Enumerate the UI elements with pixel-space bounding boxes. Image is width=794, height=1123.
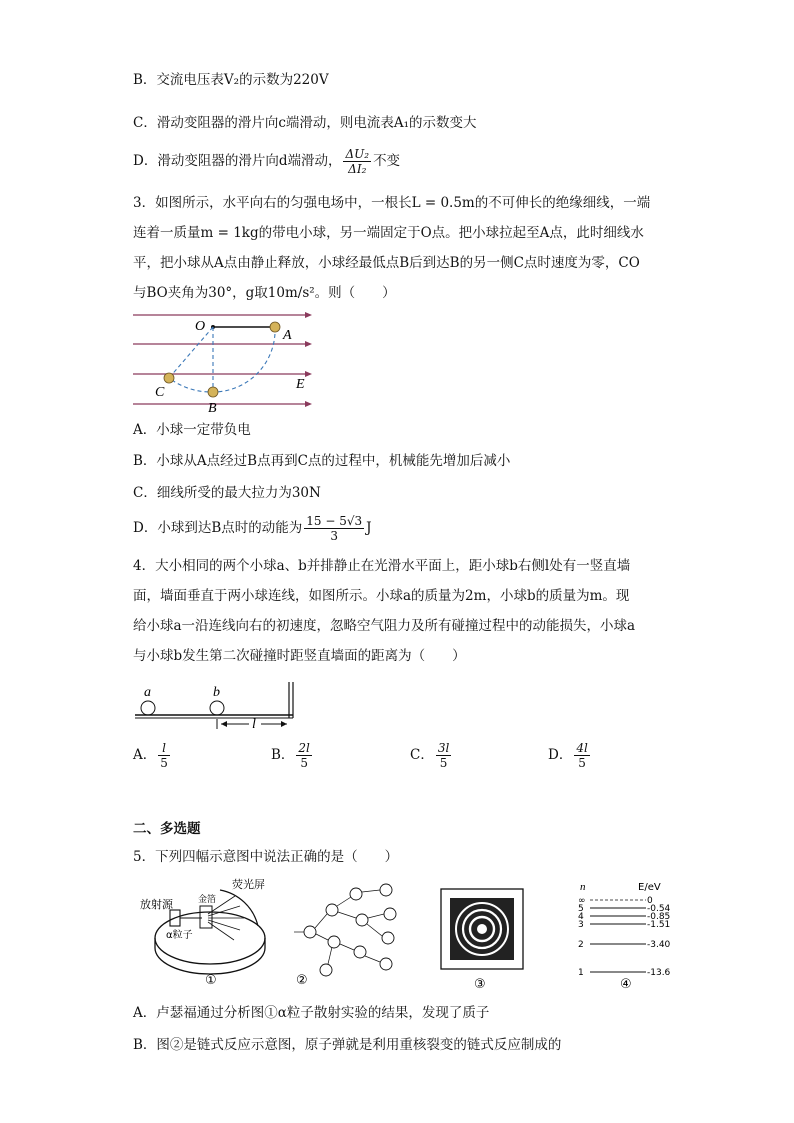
fig4-number: ④: [620, 977, 632, 992]
section-heading: 二、多选题: [133, 821, 201, 837]
q4-option-b: B． $\frac{2l}{5}$: [271, 741, 310, 770]
q4-label-l: l: [252, 717, 256, 732]
fig1-label-alpha: α粒子: [166, 930, 193, 941]
energy-level-n: ∞: [578, 896, 586, 906]
q3-label-a: A: [283, 328, 292, 343]
q2-option-c: C．滑动变阻器的滑片向c端滑动，则电流表A₁的示数变大: [133, 115, 477, 131]
q3-option-c: C．细线所受的最大拉力为30N: [133, 485, 321, 501]
q3-option-d: D．小球到达B点时的动能为 $\frac{15 - 5√3}{3}$ J: [133, 514, 372, 543]
q5-option-a: A．卢瑟福通过分析图①α粒子散射实验的结果，发现了质子: [133, 1005, 490, 1021]
q4-line-2: 面，墙面垂直于两小球连线，如图所示。小球a的质量为2m，小球b的质量为m。现: [133, 588, 630, 604]
fig1-label-screen: 荧光屏: [232, 878, 265, 891]
q2-option-b: B．交流电压表V₂的示数为220V: [133, 72, 329, 88]
q5-figure-1: [140, 876, 270, 988]
fig4-e-label: E/eV: [638, 882, 661, 893]
q3-option-a: A．小球一定带负电: [133, 422, 251, 438]
energy-level-value: 0: [647, 896, 653, 906]
energy-level-value: -3.40: [647, 940, 671, 950]
fig3-number: ③: [474, 977, 486, 992]
q5-figure-4: [574, 880, 674, 992]
q3-label-e: E: [296, 377, 305, 392]
energy-level-n: 4: [578, 912, 584, 922]
q5-stem: 5．下列四幅示意图中说法正确的是（ ）: [133, 849, 399, 865]
q3-label-b: B: [208, 401, 217, 416]
fig1-number: ①: [205, 973, 217, 988]
fig1-label-source: 放射源: [140, 898, 173, 911]
energy-level-value: -0.54: [647, 904, 671, 914]
q4-line-4: 与小球b发生第二次碰撞时距竖直墙面的距离为（ ）: [133, 648, 466, 664]
energy-level-value: -13.6: [647, 968, 671, 978]
q3-label-c: C: [155, 385, 165, 400]
q5-figure-2: [290, 880, 410, 988]
q3-label-o: O: [195, 319, 206, 334]
energy-level-value: -1.51: [647, 920, 671, 930]
q5-figure-3: [440, 888, 526, 992]
q4-line-1: 4．大小相同的两个小球a、b并排静止在光滑水平面上，距小球b右侧l处有一竖直墙: [133, 558, 631, 574]
q3-line-3: 平，把小球从A点由静止释放，小球经最低点B后到达B的另一侧C点时速度为零，CO: [133, 255, 640, 271]
energy-level-n: 5: [578, 904, 584, 914]
q4-label-a: a: [144, 685, 151, 700]
fig1-label-gold: 金箔: [198, 895, 217, 905]
q3-option-d-fraction: $\frac{15 - 5√3}{3}$: [306, 514, 363, 543]
q3-line-4: 与BO夹角为30°，g取10m/s²。则（ ）: [133, 285, 396, 301]
q4-option-c: C． $\frac{3l}{5}$: [410, 741, 450, 770]
q4-option-a: A． $\frac{l}{5}$: [133, 741, 168, 770]
fig4-n-label: n: [580, 881, 586, 893]
q3-line-2: 连着一质量m = 1kg的带电小球，另一端固定于O点。把小球拉起至A点，此时细线水: [133, 225, 644, 241]
fig2-number: ②: [296, 973, 308, 988]
energy-level-n: 2: [578, 940, 584, 950]
q2-option-d: D．滑动变阻器的滑片向d端滑动， $\frac{\text{ΔU₂}}{\text{ΔI₂}}$ 不变: [133, 147, 401, 176]
q3-option-b: B．小球从A点经过B点再到C点的过程中，机械能先增加后减小: [133, 453, 511, 469]
q3-figure: [133, 310, 313, 416]
q4-figure: [133, 680, 298, 732]
q5-option-b: B．图②是链式反应示意图，原子弹就是利用重核裂变的链式反应制成的: [133, 1037, 562, 1053]
energy-level-n: 1: [578, 968, 584, 978]
energy-level-value: -0.85: [647, 912, 671, 922]
q3-line-1: 3．如图所示，水平向右的匀强电场中，一根长L = 0.5m的不可伸长的绝缘细线，一端: [133, 195, 651, 211]
q4-line-3: 给小球a一沿连线向右的初速度，忽略空气阻力及所有碰撞过程中的动能损失，小球a: [133, 618, 636, 634]
q2-option-d-fraction: $\frac{\text{ΔU₂}}{\text{ΔI₂}}$: [345, 147, 370, 176]
q4-option-d: D． $\frac{4l}{5}$: [548, 741, 588, 770]
q4-label-b: b: [213, 685, 220, 700]
energy-level-n: 3: [578, 920, 584, 930]
